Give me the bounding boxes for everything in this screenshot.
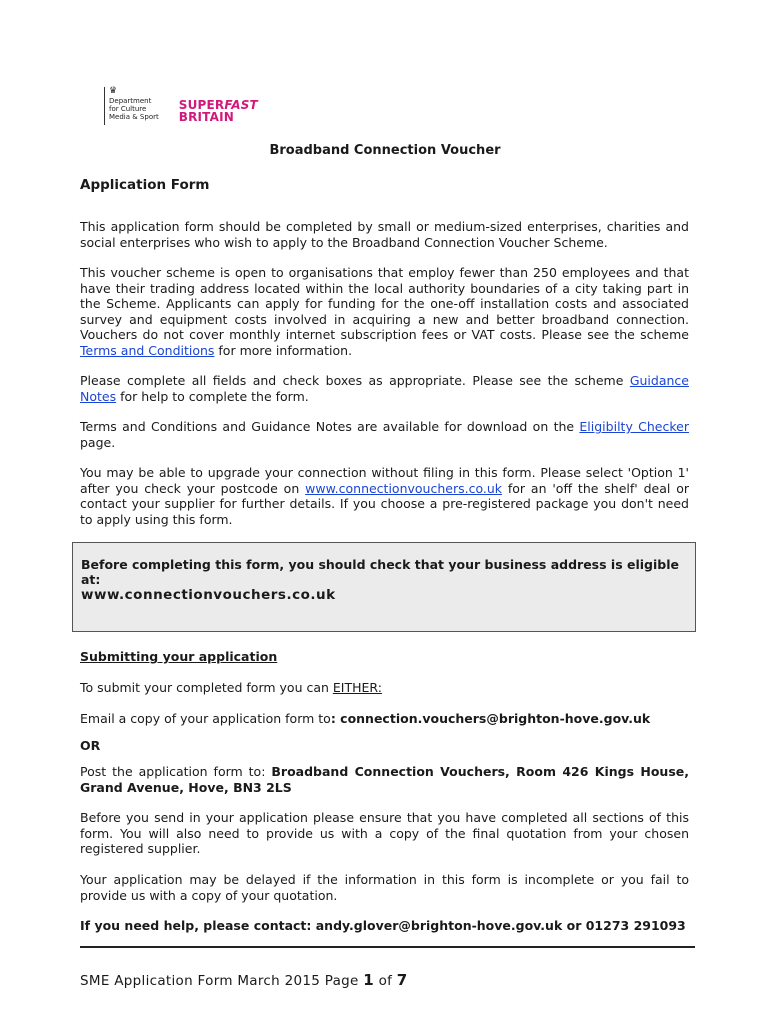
dcms-line-3: Media & Sport (109, 113, 159, 121)
superfast-britain-logo (179, 99, 258, 123)
dcms-line-2: for Culture (109, 105, 147, 113)
complete-fields-paragraph (80, 373, 689, 404)
eligibility-notice-url: www.connectionvouchers.co.uk (81, 587, 336, 603)
guidance-notes-link[interactable]: Guidance Notes (80, 373, 689, 404)
help-contact: If you need help, please contact: andy.glover@brighton-hove.gov.uk or 01273 291093 (80, 918, 686, 933)
postal-address: Broadband Connection Vouchers, Room 426 Kings House, Grand Avenue, Hove, BN3 2LS (80, 764, 689, 795)
before-send-paragraph: Before you send in your application please ensure that you have completed all sections of this form. You will also need to provide us with a copy of the final quotation from your chosen registered supplier. (80, 810, 689, 856)
email-instruction (80, 711, 689, 727)
complete-fields-text: Please complete all fields and check boxes as appropriate. Please see the scheme (80, 373, 630, 388)
brand-super: SUPER (178, 98, 225, 112)
downloads-text: Terms and Conditions and Guidance Notes are available for download on the (80, 419, 580, 434)
downloads-paragraph (80, 419, 689, 450)
delay-paragraph: Your application may be delayed if the information in this form is incomplete or you fail to provide us with a copy of your quotation. (80, 872, 689, 903)
connectionvouchers-link[interactable]: www.connectionvouchers.co.uk (305, 480, 503, 496)
page-footer (80, 971, 408, 989)
either-label: EITHER: (332, 680, 382, 695)
eligibility-paragraph (80, 265, 689, 358)
eligibility-text-after: for more information. (214, 342, 353, 358)
footer-of: of (373, 973, 397, 989)
submit-intro (80, 680, 689, 696)
email-label: Email a copy of your application form to (80, 711, 331, 726)
submit-intro-text: To submit your completed form you can (80, 680, 333, 695)
eligibility-checker-link[interactable]: Eligibilty Checker (579, 419, 689, 434)
downloads-text-after: page. (80, 434, 116, 450)
post-label: Post the application form to: (80, 764, 272, 779)
eligibility-notice-text: Before completing this form, you should check that your business address is eligible at: (81, 557, 679, 587)
document-title: Broadband Connection Voucher (269, 143, 501, 158)
upgrade-paragraph (80, 465, 689, 527)
submission-email: : connection.vouchers@brighton-hove.gov.uk (330, 711, 651, 726)
terms-and-conditions-link[interactable]: Terms and Conditions (80, 342, 215, 358)
footer-text: SME Application Form March 2015 Page (80, 973, 364, 989)
submitting-heading: Submitting your application (80, 649, 278, 664)
royal-crest-icon: ♛ (109, 86, 118, 96)
footer-divider (80, 946, 695, 948)
upgrade-text: You may be able to upgrade your connection without filing in this form. Please select 'Option 1' after you check your postcode on (80, 465, 689, 496)
form-subtitle: Application Form (80, 177, 210, 193)
upgrade-text-after: for an 'off the shelf' deal or contact your supplier for further details. If you choose a pre-registered package you don't need to apply using this form. (80, 480, 689, 527)
or-label: OR (80, 738, 101, 753)
eligibility-text: This voucher scheme is open to organisations that employ fewer than 250 employees and that have their trading address located within the local authority boundaries of a city taking part in the Scheme. Applicants can apply for funding for the one-off installation costs and associated survey and equipment costs involved in acquiring a new and better broadband connection. Vouchers do not cover monthly internet subscription fees or VAT costs. Please see the scheme (80, 265, 689, 342)
post-instruction (80, 764, 689, 795)
intro-paragraph: This application form should be completed by small or medium-sized enterprises, charities and social enterprises who wish to apply to the Broadband Connection Voucher Scheme. (80, 219, 689, 250)
header-logos (104, 87, 258, 127)
total-pages: 7 (396, 971, 408, 989)
eligibility-notice-box (72, 542, 696, 632)
current-page-number: 1 (363, 971, 374, 989)
dcms-line-1: Department (109, 97, 152, 105)
dcms-logo (104, 87, 159, 125)
brand-fast: FAST (224, 98, 258, 112)
brand-britain: BRITAIN (178, 110, 235, 124)
complete-fields-text-after: for help to complete the form. (116, 388, 309, 404)
